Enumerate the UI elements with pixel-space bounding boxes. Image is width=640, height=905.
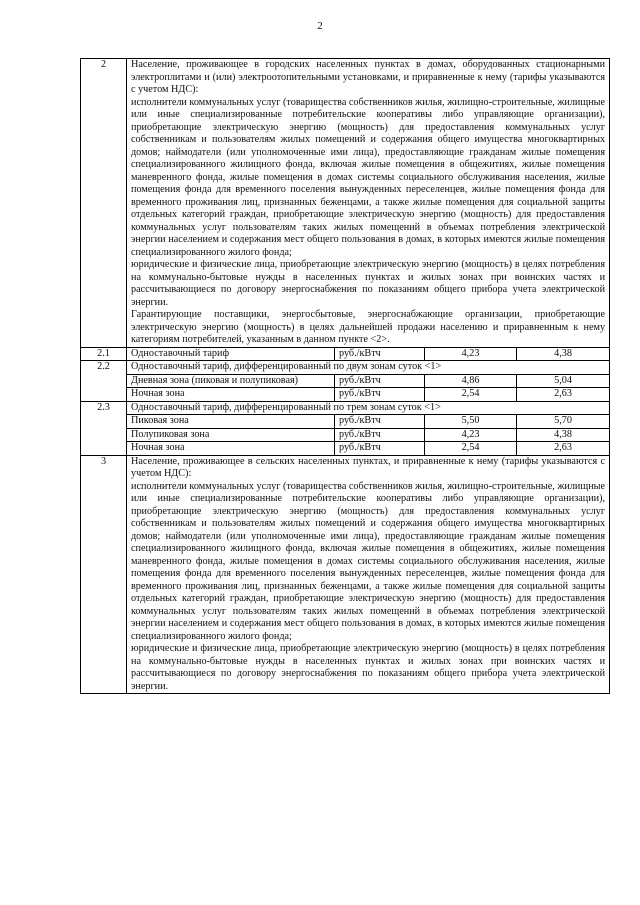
tariff-value-1: 5,50 [425, 415, 517, 429]
zone-row [81, 442, 610, 456]
zone-row [81, 374, 610, 388]
row-number: 2.1 [81, 347, 127, 361]
tariff-value-1: 2,54 [425, 442, 517, 456]
row-number: 2.2 [81, 361, 127, 402]
row-number: 2 [81, 59, 127, 348]
tariff-header: Одноставочный тариф, дифференцированный по двум зонам суток <1> [127, 361, 610, 375]
description-paragraph: Население, проживающее в городских населенных пунктах в домах, оборудованных стационарными электроплитами и (или) электроотопительными установками, и приравненные к нему (тарифы указываются с учетом НДС): [131, 59, 606, 95]
zone-label: Полупиковая зона [127, 428, 335, 442]
tariff-value-2: 2,63 [517, 388, 610, 402]
tariff-unit: руб./кВтч [335, 415, 425, 429]
tariff-unit: руб./кВтч [335, 442, 425, 456]
description-paragraph: Гарантирующие поставщики, энергосбытовые, энергоснабжающие организации, приобретающие электрическую энергию (мощность) в целях дальнейшей продажи населению и приравненным к нему категориям потребителей, указанным в данном пункте <2>. [131, 309, 606, 345]
zone-row [81, 428, 610, 442]
table-row-2-3 [81, 401, 610, 415]
description-paragraph: юридические и физические лица, приобретающие электрическую энергию (мощность) в целях потребления на коммунально-бытовые нужды в населенных пунктах и жилых зонах при воинских частях и рассчитывающиеся по договору энергоснабжения по показаниям общего прибора учета электрической энергии. [131, 643, 606, 692]
zone-label: Ночная зона [127, 388, 335, 402]
row-description [127, 59, 610, 348]
tariff-value-1: 4,86 [425, 374, 517, 388]
row-description [127, 455, 610, 694]
tariff-value-2: 4,38 [517, 428, 610, 442]
tariff-value-1: 2,54 [425, 388, 517, 402]
tariff-label: Одноставочный тариф [127, 347, 335, 361]
tariff-value-2: 5,70 [517, 415, 610, 429]
table-row-2-2 [81, 361, 610, 375]
zone-label: Дневная зона (пиковая и полупиковая) [127, 374, 335, 388]
tariff-header: Одноставочный тариф, дифференцированный по трем зонам суток <1> [127, 401, 610, 415]
table-row-2-1 [81, 347, 610, 361]
description-paragraph: исполнители коммунальных услуг (товарищества собственников жилья, жилищно-строительные, жилищные или иные специализированные потребительские кооперативы либо управляющие организации), приобретающие электрическую энергию (мощность) для предоставления коммунальных услуг собственникам и пользователям жилых помещений и содержания общего имущества многоквартирных домов; наймодатели (или уполномоченные ими лица), предоставляющие гражданам жилые помещения специализированного жилищного фонда, включая жилые помещения в общежитиях, жилые помещения маневренного фонда, жилые помещения в домах системы социального обслуживания населения, жилые помещения фонда для временного поселения вынужденных переселенцев, жилые помещения фонда для временного проживания лиц, признанных беженцами, а также жилые помещения для социальной защиты отдельных категорий граждан, приобретающие электрическую энергию (мощность) для предоставления коммунальных услуг пользователям таких жилых помещений в объемах потребления электрической энергии населением и содержания мест общего пользования в домах, в которых имеются жилые помещения специализированного жилого фонда; [131, 96, 606, 258]
tariff-unit: руб./кВтч [335, 347, 425, 361]
description-paragraph: Население, проживающее в сельских населенных пунктах, и приравненные к нему (тарифы указываются с учетом НДС): [131, 455, 606, 479]
tariff-table [80, 58, 610, 694]
tariff-unit: руб./кВтч [335, 428, 425, 442]
zone-row [81, 388, 610, 402]
page-number: 2 [317, 20, 323, 32]
tariff-value-2: 2,63 [517, 442, 610, 456]
table-row-2 [81, 59, 610, 348]
row-number: 2.3 [81, 401, 127, 455]
table-row-3 [81, 455, 610, 694]
zone-label: Ночная зона [127, 442, 335, 456]
zone-row [81, 415, 610, 429]
tariff-unit: руб./кВтч [335, 374, 425, 388]
tariff-value-2: 4,38 [517, 347, 610, 361]
description-paragraph: исполнители коммунальных услуг (товарищества собственников жилья, жилищно-строительные, жилищные или иные специализированные потребительские кооперативы либо управляющие организации), приобретающие электрическую энергию (мощность) для предоставления коммунальных услуг собственникам и пользователям жилых помещений и содержания общего имущества многоквартирных домов; наймодатели (или уполномоченные ими лица), предоставляющие гражданам жилые помещения специализированного жилищного фонда, включая жилые помещения в общежитиях, жилые помещения маневренного фонда, жилые помещения в домах системы социального обслуживания населения, жилые помещения фонда для временного поселения вынужденных переселенцев, жилые помещения фонда для временного проживания лиц, признанных беженцами, а также жилые помещения для социальной защиты отдельных категорий граждан, приобретающие электрическую энергию (мощность) для предоставления коммунальных услуг пользователям таких жилых помещений в объемах потребления электрической энергии населением и содержания мест общего пользования в домах, в которых имеются жилые помещения специализированного жилого фонда; [131, 480, 606, 642]
description-paragraph: юридические и физические лица, приобретающие электрическую энергию (мощность) в целях потребления на коммунально-бытовые нужды в населенных пунктах и жилых зонах при воинских частях и рассчитывающиеся по договору энергоснабжения по показаниям общего прибора учета электрической энергии. [131, 259, 606, 308]
tariff-value-1: 4,23 [425, 428, 517, 442]
tariff-value-1: 4,23 [425, 347, 517, 361]
tariff-value-2: 5,04 [517, 374, 610, 388]
tariff-unit: руб./кВтч [335, 388, 425, 402]
row-number: 3 [81, 455, 127, 694]
zone-label: Пиковая зона [127, 415, 335, 429]
